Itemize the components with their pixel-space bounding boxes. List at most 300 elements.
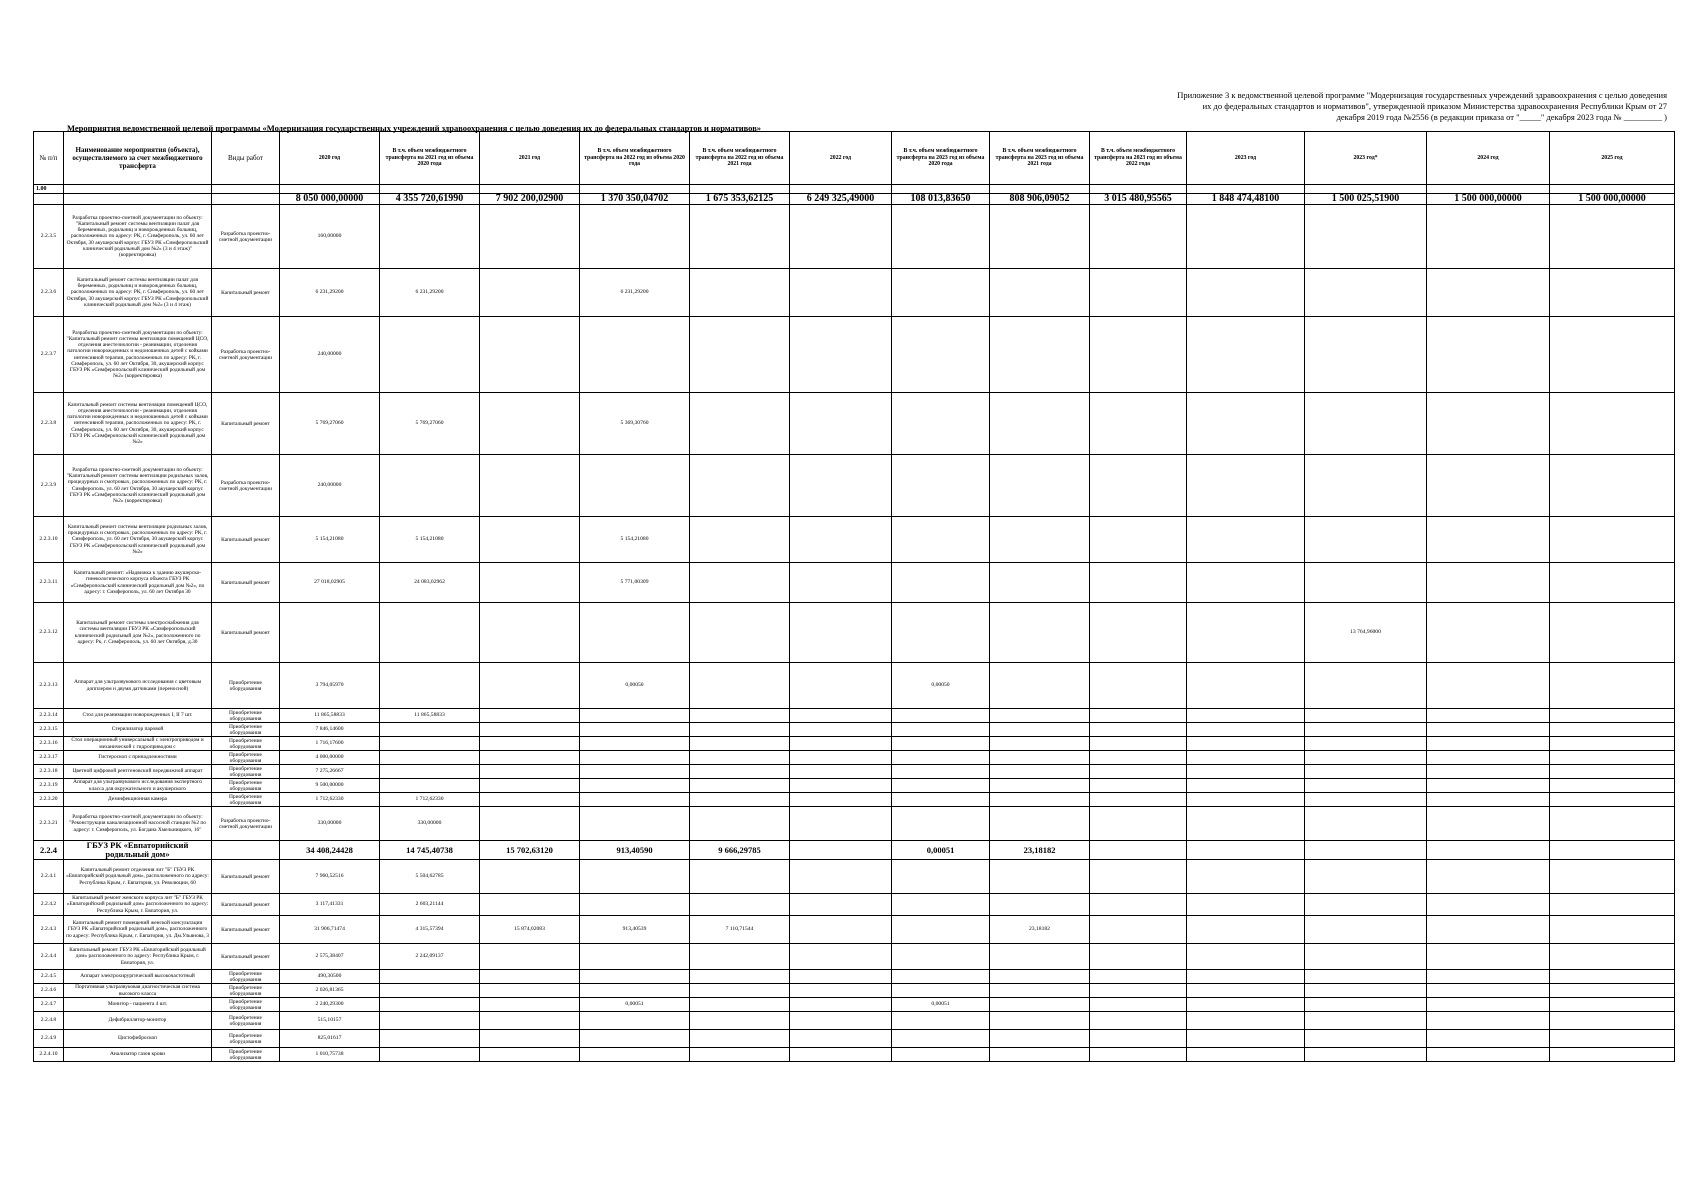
header-cell: В т.ч. объем межбюджетного трансферта на 2023 год из объема 2020 года: [892, 132, 990, 185]
row-value: [1427, 737, 1550, 751]
row-value: [1550, 517, 1675, 563]
row-value: [1550, 793, 1675, 807]
row-value: [1090, 1048, 1187, 1062]
row-name: Разработка проектно-сметной документации по объекту: "Капитальный ремонт системы вентиляции родильных залов, процедурных и смотровых, расположенных по адресу: РК, г. Симферополь, ул. 60 лет Октября, 30 акушерский корпус ГБУЗ РК «Симферопольский клинический родильный дом №2» (корректировка): [64, 455, 212, 517]
row-value: [1090, 984, 1187, 998]
row-value: 1 712,62330: [380, 793, 480, 807]
row-code: 2.2.3.9: [34, 455, 64, 517]
row-code: 2.2.3.13: [34, 663, 64, 709]
row-value: [1090, 779, 1187, 793]
row-value: 7 275,26667: [280, 765, 380, 779]
header-cell: В т.ч. объем межбюджетного трансферта на 2023 год из объема 2022 года: [1090, 132, 1187, 185]
row-value: [480, 1030, 580, 1048]
table-row: [34, 393, 1675, 455]
row-value: [580, 970, 690, 984]
row-value: [1305, 916, 1427, 944]
row-value: [380, 1030, 480, 1048]
row-value: [790, 779, 892, 793]
row-name: Портативная ультразвуковая диагностическая система высокого класса: [64, 984, 212, 998]
row-value: [1550, 1048, 1675, 1062]
table-row: [34, 663, 1675, 709]
row-value: [580, 455, 690, 517]
row-value: [1550, 723, 1675, 737]
row-value: [1550, 984, 1675, 998]
row-value: [990, 751, 1090, 765]
row-value: 15 702,63120: [480, 841, 580, 860]
row-value: [1187, 916, 1305, 944]
row-code: 2.2.4.5: [34, 970, 64, 984]
total-cell: 1 370 350,04702: [580, 194, 690, 205]
row-name: Капитальный ремонт системы электроснабжения для системы вентиляции ГБУЗ РК «Симферопольский клинический родильный дом №2», расположенного по адресу: Рк, г. Симферополь, ул. 60 лет Октября, д.30: [64, 603, 212, 663]
header-cell: 2023 год: [1187, 132, 1305, 185]
appendix-line: их до федеральных стандартов и нормативов", утвержденной приказом Министерства здравоохранения Республики Крым от 27: [1202, 101, 1667, 111]
table-row: [34, 563, 1675, 603]
row-value: [480, 765, 580, 779]
row-value: [1427, 779, 1550, 793]
header-cell: 2025 год: [1550, 132, 1675, 185]
row-name: Цветной цифровой рентгеновский передвижной аппарат: [64, 765, 212, 779]
row-value: 240,00000: [280, 455, 380, 517]
row-value: [1090, 517, 1187, 563]
totals-row: [34, 194, 1675, 205]
row-value: [380, 317, 480, 393]
row-value: [1427, 317, 1550, 393]
row-value: 913,40539: [580, 916, 690, 944]
row-value: [1550, 751, 1675, 765]
row-value: 5 154,21080: [380, 517, 480, 563]
row-value: [1090, 793, 1187, 807]
header-cell: Наименование мероприятия (объекта), осуществляемого за счет межбюджетного трансферта: [64, 132, 212, 185]
row-value: [690, 779, 790, 793]
row-value: [1550, 709, 1675, 723]
row-value: [1090, 807, 1187, 841]
row-value: [790, 1048, 892, 1062]
row-value: [790, 751, 892, 765]
row-value: [892, 970, 990, 984]
row-value: [1187, 663, 1305, 709]
program-title: Мероприятия ведомственной целевой программы «Модернизация государственных учреждений здравоохранения с целью доведения их до федеральных стандартов и нормативов»: [67, 123, 762, 133]
table-row: [34, 269, 1675, 317]
row-value: [892, 517, 990, 563]
row-value: [690, 317, 790, 393]
row-value: [1305, 393, 1427, 455]
row-work-type: Приобретение оборудования: [212, 663, 280, 709]
row-value: [790, 205, 892, 269]
row-value: [1550, 970, 1675, 984]
row-value: [892, 563, 990, 603]
row-value: [990, 1030, 1090, 1048]
row-value: [790, 455, 892, 517]
row-value: [990, 1012, 1090, 1030]
row-value: [892, 603, 990, 663]
row-value: [1187, 517, 1305, 563]
row-value: [480, 1048, 580, 1062]
row-value: [790, 860, 892, 894]
row-value: [892, 793, 990, 807]
row-value: [1090, 603, 1187, 663]
row-value: 5 769,27060: [380, 393, 480, 455]
row-value: 11 865,58833: [280, 709, 380, 723]
row-value: [1090, 970, 1187, 984]
row-value: 5 154,21080: [580, 517, 690, 563]
row-value: [1090, 709, 1187, 723]
row-work-type: Разработка проектно-сметной документации: [212, 317, 280, 393]
appendix-line: Приложение 3 к ведомственной целевой программе "Модернизация государственных учреждений здравоохранения с целью доведения: [1177, 90, 1667, 100]
row-value: 2 603,21144: [380, 894, 480, 916]
row-value: [1550, 563, 1675, 603]
row-value: [790, 970, 892, 984]
row-value: 2 026,81365: [280, 984, 380, 998]
row-value: [990, 894, 1090, 916]
row-value: [790, 916, 892, 944]
header-cell: 2021 год: [480, 132, 580, 185]
row-value: [990, 807, 1090, 841]
row-value: [1550, 916, 1675, 944]
row-value: [790, 984, 892, 998]
row-value: [1305, 841, 1427, 860]
row-value: [1187, 807, 1305, 841]
row-value: [892, 1030, 990, 1048]
row-value: [690, 563, 790, 603]
row-value: [1187, 723, 1305, 737]
row-value: [990, 998, 1090, 1012]
row-value: [1090, 944, 1187, 970]
row-value: [480, 455, 580, 517]
row-code: 2.2.4.7: [34, 998, 64, 1012]
row-value: 9 500,00000: [280, 779, 380, 793]
row-value: [1305, 944, 1427, 970]
row-value: [1090, 393, 1187, 455]
row-name: Капитальный ремонт системы вентиляции палат для беременных, родильниц и новорожденных больниц, расположенных по адресу: РК, г. Симферополь, ул. 60 лет Октября, 30 акушерский корпус ГБУЗ РК «Симферопольский клинический родильный дом №2» (3 и 4 этаж): [64, 269, 212, 317]
row-value: [990, 1048, 1090, 1062]
row-value: [790, 737, 892, 751]
row-value: 27 018,02905: [280, 563, 380, 603]
row-value: [580, 779, 690, 793]
header-cell: Виды работ: [212, 132, 280, 185]
row-value: [1305, 793, 1427, 807]
table-row: [34, 455, 1675, 517]
row-value: [892, 751, 990, 765]
row-work-type: Капитальный ремонт: [212, 944, 280, 970]
row-value: 15 874,02083: [480, 916, 580, 944]
row-value: [580, 205, 690, 269]
row-code: 2.2.4.9: [34, 1030, 64, 1048]
row-value: 5 769,27060: [280, 393, 380, 455]
row-work-type: Приобретение оборудования: [212, 779, 280, 793]
appendix-line: декабря 2019 года №2556 (в редакции приказа от "_____" декабря 2023 года № _________ ): [1336, 112, 1667, 122]
row-value: [1187, 970, 1305, 984]
row-value: [1550, 998, 1675, 1012]
row-value: [990, 779, 1090, 793]
row-work-type: Приобретение оборудования: [212, 709, 280, 723]
row-name: Анализатор газов крови: [64, 1048, 212, 1062]
row-value: [990, 455, 1090, 517]
row-value: [790, 1012, 892, 1030]
row-code: 2.2.3.17: [34, 751, 64, 765]
row-value: [1427, 455, 1550, 517]
row-value: [1550, 663, 1675, 709]
table-row: [34, 709, 1675, 723]
row-value: [1427, 1012, 1550, 1030]
row-work-type: Капитальный ремонт: [212, 563, 280, 603]
row-value: [1427, 751, 1550, 765]
row-value: [1550, 894, 1675, 916]
row-value: [790, 603, 892, 663]
row-value: [1187, 737, 1305, 751]
table-row: [34, 603, 1675, 663]
row-value: [1427, 269, 1550, 317]
total-cell: 1 500 000,00000: [1550, 194, 1675, 205]
header-cell: 2020 год: [280, 132, 380, 185]
row-value: [1187, 765, 1305, 779]
row-code: 2.2.3.5: [34, 205, 64, 269]
row-work-type: Разработка проектно-сметной документации: [212, 455, 280, 517]
table-row: [34, 317, 1675, 393]
row-value: 4 000,00000: [280, 751, 380, 765]
row-value: [790, 393, 892, 455]
row-value: [1305, 737, 1427, 751]
row-value: 240,00000: [280, 317, 380, 393]
row-value: [1427, 765, 1550, 779]
row-value: [1090, 723, 1187, 737]
row-value: [480, 723, 580, 737]
row-name: Гистероскоп с принадлежностями: [64, 751, 212, 765]
row-value: [580, 1030, 690, 1048]
header-cell: 2024 год: [1427, 132, 1550, 185]
row-value: [690, 970, 790, 984]
table-row: [34, 984, 1675, 998]
total-cell: 8 050 000,00000: [280, 194, 380, 205]
row-name: Стол для реанимации новорожденных I, II 7 шт.: [64, 709, 212, 723]
row-name: Дефибриллятор-монитор: [64, 1012, 212, 1030]
row-name: Капитальный ремонт системы вентиляции родильных залов, процедурных и смотровых, расположенных по адресу: РК, г. Симферополь, ул. 60 лет Октября, 30 акушерский корпус ГБУЗ РК «Симферопольский клинический родильный дом №2»: [64, 517, 212, 563]
row-value: [690, 709, 790, 723]
row-value: [1090, 1012, 1187, 1030]
row-value: [1550, 269, 1675, 317]
row-value: [1187, 455, 1305, 517]
row-value: [1305, 563, 1427, 603]
row-value: [690, 269, 790, 317]
row-value: [1090, 317, 1187, 393]
row-value: 3 794,05970: [280, 663, 380, 709]
row-value: [990, 765, 1090, 779]
row-work-type: Приобретение оборудования: [212, 751, 280, 765]
row-value: [892, 944, 990, 970]
row-value: [480, 517, 580, 563]
row-work-type: Капитальный ремонт: [212, 517, 280, 563]
row-value: [790, 998, 892, 1012]
row-value: [892, 807, 990, 841]
row-name: Монитор - пациента 4 шт.: [64, 998, 212, 1012]
row-value: [1305, 663, 1427, 709]
row-code: 2.2.4.6: [34, 984, 64, 998]
row-value: [990, 393, 1090, 455]
row-value: 330,00000: [280, 807, 380, 841]
row-value: [480, 269, 580, 317]
table-row: [34, 779, 1675, 793]
row-name: Капитальный ремонт помещений женской консультации ГБУЗ РК «Евпаторийский родильный дом», расположенного по адресу: Республика Крым, г. Евпатория, ул. Дм.Ульянова, 3: [64, 916, 212, 944]
row-name: Аппарат электрохирургический высокочастотный: [64, 970, 212, 984]
row-value: [690, 807, 790, 841]
total-cell: 4 355 720,61990: [380, 194, 480, 205]
row-value: [580, 765, 690, 779]
row-value: [790, 517, 892, 563]
appendix-note: [1047, 90, 1667, 123]
row-code: 2.2.4.8: [34, 1012, 64, 1030]
row-value: [990, 603, 1090, 663]
row-value: [1187, 563, 1305, 603]
row-value: [892, 1048, 990, 1062]
row-value: [380, 455, 480, 517]
row-value: [690, 1030, 790, 1048]
row-value: [1305, 998, 1427, 1012]
row-value: [1187, 944, 1305, 970]
row-value: [1305, 723, 1427, 737]
row-value: [1550, 317, 1675, 393]
row-name: Капитальный ремонт женского корпуса лит "Б" ГБУЗ РК «Евпаторийский родильный дом» расположенного по адресу: Республика Крым, г. Евпатория, ул.: [64, 894, 212, 916]
row-code: 2.2.3.16: [34, 737, 64, 751]
row-value: [580, 807, 690, 841]
row-value: [1090, 751, 1187, 765]
row-value: 5 154,21080: [280, 517, 380, 563]
table-row: [34, 723, 1675, 737]
total-cell: 808 906,09052: [990, 194, 1090, 205]
row-name: Стерилизатор паровой: [64, 723, 212, 737]
row-name: Аппарат для ультразвукового исследования экспертного класса для окружательного и акушерского: [64, 779, 212, 793]
row-value: [990, 737, 1090, 751]
row-code: 2.2.3.6: [34, 269, 64, 317]
row-value: 0,00051: [892, 998, 990, 1012]
row-value: 0,00050: [580, 663, 690, 709]
row-value: [990, 723, 1090, 737]
table-row: [34, 737, 1675, 751]
row-value: 0,00051: [892, 841, 990, 860]
row-value: 7 110,71544: [690, 916, 790, 944]
row-value: [990, 984, 1090, 998]
row-value: 14 745,40738: [380, 841, 480, 860]
row-value: [580, 723, 690, 737]
row-value: [1550, 944, 1675, 970]
row-value: [1187, 205, 1305, 269]
table-row: [34, 860, 1675, 894]
row-work-type: Приобретение оборудования: [212, 765, 280, 779]
row-value: 7 846,14600: [280, 723, 380, 737]
row-value: [1427, 998, 1550, 1012]
row-value: 7 960,52516: [280, 860, 380, 894]
row-value: [690, 517, 790, 563]
total-cell: 1 500 025,51900: [1305, 194, 1427, 205]
row-value: [1427, 807, 1550, 841]
table-row: [34, 916, 1675, 944]
index-cell: 1.00: [34, 185, 64, 194]
row-value: [790, 944, 892, 970]
row-work-type: Капитальный ремонт: [212, 603, 280, 663]
row-value: [480, 807, 580, 841]
row-work-type: Приобретение оборудования: [212, 737, 280, 751]
row-code: 2.2.3.14: [34, 709, 64, 723]
row-work-type: Разработка проектно-сметной документации: [212, 807, 280, 841]
row-value: 23,18182: [990, 916, 1090, 944]
row-value: [380, 765, 480, 779]
row-value: [1090, 269, 1187, 317]
row-value: 330,00000: [380, 807, 480, 841]
row-code: 2.2.3.10: [34, 517, 64, 563]
row-value: [480, 793, 580, 807]
row-work-type: Приобретение оборудования: [212, 793, 280, 807]
measures-table: [33, 131, 1675, 1062]
table-header-row: [34, 132, 1675, 185]
row-name: ГБУЗ РК «Евпаторийский родильный дом»: [64, 841, 212, 860]
row-value: [790, 765, 892, 779]
row-value: [1305, 984, 1427, 998]
table-row: [34, 517, 1675, 563]
row-value: [1305, 517, 1427, 563]
row-value: [990, 205, 1090, 269]
row-code: 2.2.3.21: [34, 807, 64, 841]
row-value: [990, 944, 1090, 970]
row-value: [1187, 984, 1305, 998]
row-value: 0,00050: [892, 663, 990, 709]
row-work-type: Капитальный ремонт: [212, 860, 280, 894]
row-value: [690, 1012, 790, 1030]
row-value: [1187, 1048, 1305, 1062]
row-value: [892, 205, 990, 269]
row-value: [480, 563, 580, 603]
header-cell: В т.ч. объем межбюджетного трансферта на 2021 год из объема 2020 года: [380, 132, 480, 185]
row-value: [690, 723, 790, 737]
row-value: [990, 793, 1090, 807]
row-value: [690, 998, 790, 1012]
row-value: [580, 709, 690, 723]
total-cell: 1 848 474,48100: [1187, 194, 1305, 205]
row-value: [1550, 807, 1675, 841]
row-value: [1427, 894, 1550, 916]
row-value: [1305, 1012, 1427, 1030]
row-value: [1187, 860, 1305, 894]
total-cell: 108 013,83650: [892, 194, 990, 205]
row-value: [1090, 1030, 1187, 1048]
row-value: 6 231,29200: [380, 269, 480, 317]
row-value: [1305, 1048, 1427, 1062]
row-value: [892, 737, 990, 751]
row-value: [380, 1048, 480, 1062]
row-value: [790, 793, 892, 807]
row-value: [990, 709, 1090, 723]
row-code: 2.2.4.10: [34, 1048, 64, 1062]
table-row: [34, 793, 1675, 807]
row-value: [1550, 1012, 1675, 1030]
row-value: 6 231,29200: [280, 269, 380, 317]
row-value: 6 231,29200: [580, 269, 690, 317]
row-value: [1090, 205, 1187, 269]
row-value: [480, 970, 580, 984]
row-value: [1305, 807, 1427, 841]
table-row: [34, 205, 1675, 269]
row-value: [380, 751, 480, 765]
row-value: [1305, 709, 1427, 723]
row-value: [990, 269, 1090, 317]
row-value: [580, 984, 690, 998]
row-value: [1427, 1030, 1550, 1048]
row-value: [1305, 751, 1427, 765]
row-value: [380, 984, 480, 998]
row-work-type: Приобретение оборудования: [212, 1030, 280, 1048]
row-value: [690, 737, 790, 751]
row-value: 1 716,17600: [280, 737, 380, 751]
row-value: [480, 894, 580, 916]
row-code: 2.2.3.20: [34, 793, 64, 807]
row-value: [1550, 779, 1675, 793]
